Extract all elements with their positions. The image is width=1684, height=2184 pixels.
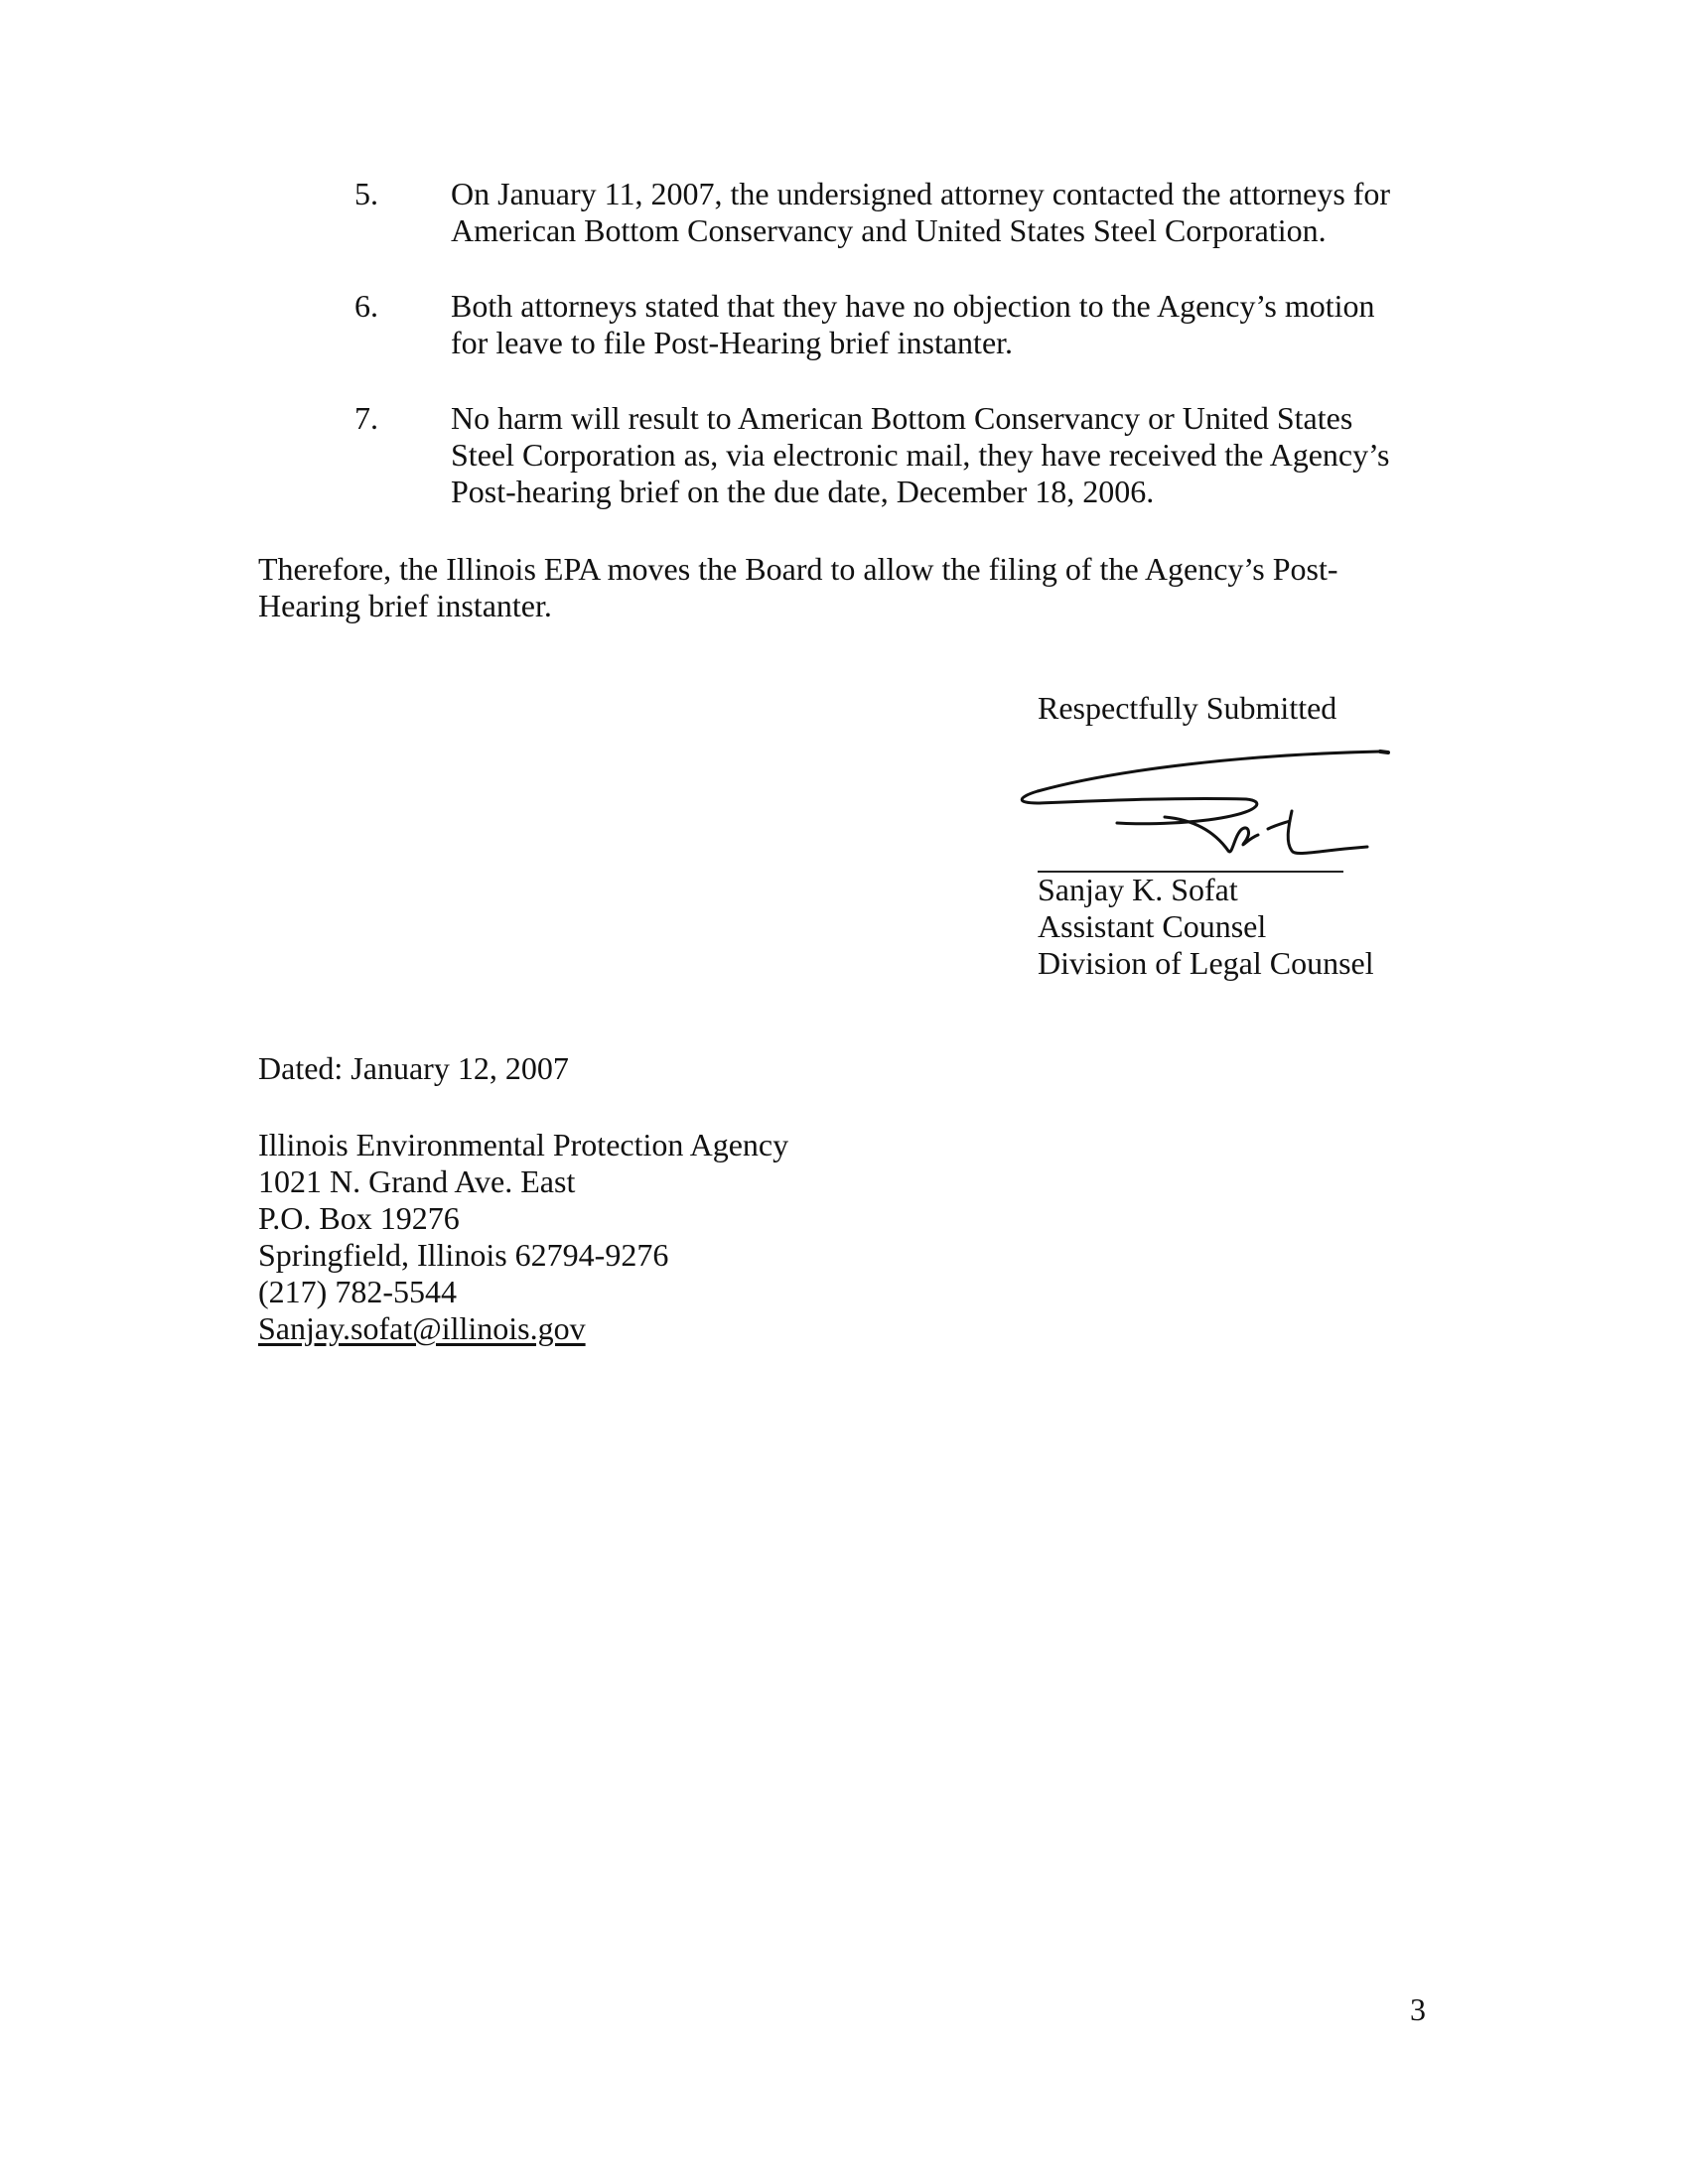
page-number: 3 [1410, 1991, 1426, 2027]
email-link[interactable]: Sanjay.sofat@illinois.gov [258, 1310, 586, 1346]
item-line: Post-hearing brief on the due date, December 18, 2006. [451, 474, 1155, 509]
agency-name: Illinois Environmental Protection Agency [258, 1127, 789, 1162]
item-line: Both attorneys stated that they have no objection to the Agency’s motion [451, 288, 1375, 324]
signer-block [1038, 872, 1435, 982]
item-text [451, 288, 1444, 361]
conclusion-line: Therefore, the Illinois EPA moves the Board to allow the filing of the Agency’s Post- [258, 551, 1338, 587]
item-text [451, 400, 1444, 510]
item-number: 6. [354, 288, 378, 324]
closing-block [1038, 690, 1435, 727]
handwritten-signature [998, 740, 1405, 879]
item-line: for leave to file Post-Hearing brief instanter. [451, 325, 1014, 360]
signer-name: Sanjay K. Sofat [1038, 872, 1238, 907]
city-state-zip: Springfield, Illinois 62794-9276 [258, 1237, 669, 1273]
item-line: On January 11, 2007, the undersigned attorney contacted the attorneys for [451, 176, 1391, 211]
item-line: American Bottom Conservancy and United States Steel Corporation. [451, 212, 1327, 248]
street-address: 1021 N. Grand Ave. East [258, 1163, 576, 1199]
item-number: 5. [354, 176, 378, 211]
signer-title: Assistant Counsel [1038, 908, 1267, 944]
closing-text: Respectfully Submitted [1038, 690, 1337, 726]
dated-line [258, 1050, 1450, 1087]
signer-division: Division of Legal Counsel [1038, 945, 1374, 981]
item-text [451, 176, 1444, 249]
item-number: 7. [354, 400, 378, 436]
address-block [258, 1127, 953, 1347]
phone-number: (217) 782-5544 [258, 1274, 457, 1309]
item-line: No harm will result to American Bottom Conservancy or United States [451, 400, 1353, 436]
item-line: Steel Corporation as, via electronic mail, they have received the Agency’s [451, 437, 1390, 473]
conclusion-paragraph [258, 551, 1450, 624]
po-box: P.O. Box 19276 [258, 1200, 460, 1236]
conclusion-line: Hearing brief instanter. [258, 588, 552, 623]
dated-text: Dated: January 12, 2007 [258, 1050, 569, 1086]
